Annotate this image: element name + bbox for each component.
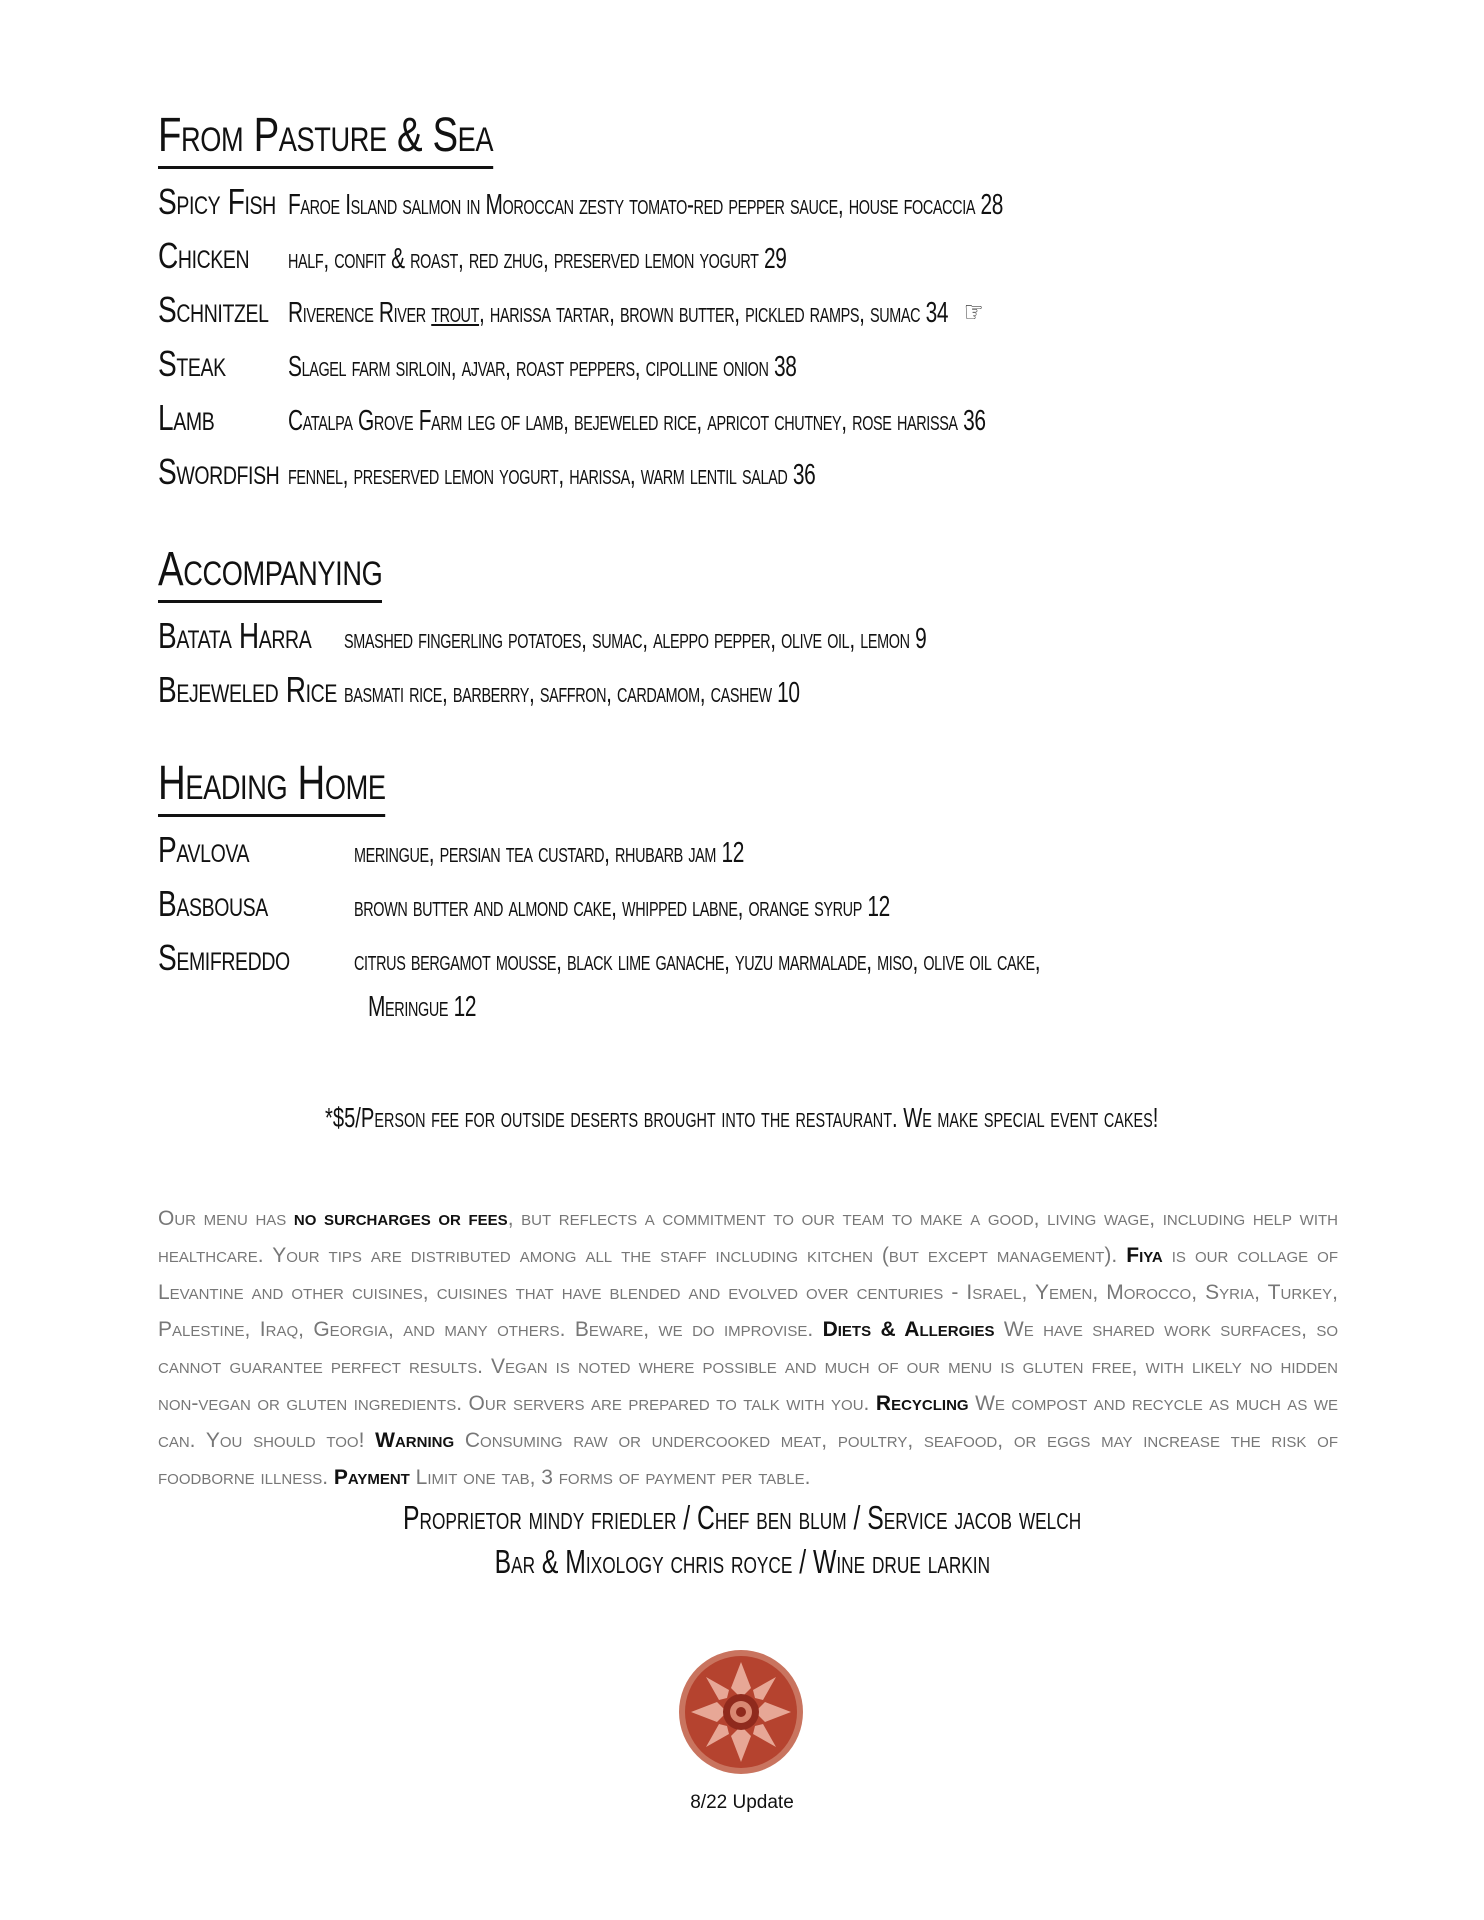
section-title-pasture: From Pasture & Sea xyxy=(158,108,493,169)
menu-item xyxy=(158,397,1338,451)
fine-print-text: , but reflects a commitment to our team to make a good, living wage, including help with healthcare. Your tips are distributed among all the staff including kitchen (but except management). xyxy=(158,1207,1338,1267)
item-desc: brown butter and almond cake, whipped labne, orange syrup 12 xyxy=(354,891,890,923)
item-desc-pre: Riverence River xyxy=(288,297,432,329)
fine-print-bold: Warning xyxy=(375,1429,455,1452)
item-name: Lamb xyxy=(158,397,215,438)
item-name: Batata Harra xyxy=(158,615,312,656)
update-label: 8/22 Update xyxy=(690,1792,794,1813)
item-name: Schnitzel xyxy=(158,289,269,330)
dessert-items xyxy=(158,829,1338,1037)
credits-line-2: Bar & Mixology chris royce / Wine drue larkin xyxy=(494,1543,990,1580)
menu-item xyxy=(158,829,1338,883)
credits-line-1: Proprietor mindy friedler / Chef ben blum / Service jacob welch xyxy=(402,1499,1082,1536)
item-desc: Slagel farm sirloin, ajvar, roast peppers, cipolline onion 38 xyxy=(288,351,797,383)
menu-item xyxy=(158,669,1338,723)
fine-print-text: We have shared work surfaces, so cannot guarantee perfect results. Vegan is noted where possible and much of our menu is gluten free, with likely no hidden non-vegan or gluten ingredients. Our servers are prepared to talk with you. xyxy=(158,1318,1338,1415)
accompanying-items xyxy=(158,615,1338,723)
section-pasture xyxy=(158,108,1338,505)
item-desc: citrus bergamot mousse, black lime ganache, yuzu marmalade, miso, olive oil cake, xyxy=(354,945,1041,977)
menu-item xyxy=(158,289,1338,343)
fine-print-text: We compost and recycle as much as we can. You should too! xyxy=(158,1392,1338,1452)
fine-print-bold: Payment xyxy=(333,1466,410,1489)
outside-dessert-note xyxy=(0,1102,1484,1134)
item-name: Basbousa xyxy=(158,883,268,924)
section-title-heading-home: Heading Home xyxy=(158,756,386,817)
fine-print-bold: Recycling xyxy=(875,1392,969,1415)
menu-item xyxy=(158,451,1338,505)
item-desc xyxy=(288,295,983,330)
fine-print-bold: Fiya xyxy=(1126,1244,1163,1267)
pointing-hand-icon: ☞ xyxy=(963,296,983,329)
item-name: Chicken xyxy=(158,235,250,276)
menu-item-continuation xyxy=(158,991,1338,1037)
item-name: Bejeweled Rice xyxy=(158,669,337,710)
item-desc: meringue, persian tea custard, rhubarb jam 12 xyxy=(354,837,745,869)
menu-item xyxy=(158,181,1338,235)
menu-item xyxy=(158,937,1338,991)
fine-print-bold: no surcharges or fees xyxy=(293,1207,508,1230)
menu-item xyxy=(158,883,1338,937)
fine-print-text: Consuming raw or undercooked meat, poultry, seafood, or eggs may increase the risk of foodborne illness. xyxy=(158,1429,1338,1489)
section-heading-home xyxy=(158,756,1338,1037)
fine-print-text: Our menu has xyxy=(158,1207,294,1230)
pasture-items xyxy=(158,181,1338,505)
menu-item xyxy=(158,615,1338,669)
item-desc-post: , harissa tartar, brown butter, pickled ramps, sumac 34 xyxy=(479,297,949,329)
item-name: Swordfish xyxy=(158,451,280,492)
item-desc: Faroe Island salmon in Moroccan zesty tomato-red pepper sauce, house focaccia 28 xyxy=(288,189,1004,221)
section-accompanying xyxy=(158,542,1338,723)
item-desc: Catalpa Grove Farm leg of lamb, bejeweled rice, apricot chutney, rose harissa 36 xyxy=(288,405,986,437)
item-name: Semifreddo xyxy=(158,937,290,978)
fine-print-text: is our collage of Levantine and other cuisines, cuisines that have blended and evolved over centuries - Israel, Yemen, Morocco, Syria, Turkey, Palestine, Iraq, Georgia, and many others. Beware, we do improvise. xyxy=(158,1244,1338,1341)
item-desc: fennel, preserved lemon yogurt, harissa, warm lentil salad 36 xyxy=(288,459,816,491)
item-desc: Meringue 12 xyxy=(368,991,477,1023)
item-desc: half, confit & roast, red zhug, preserved lemon yogurt 29 xyxy=(288,243,787,275)
item-name: Pavlova xyxy=(158,829,250,870)
fine-print-text: Limit one tab, 3 forms of payment per table. xyxy=(409,1466,811,1489)
mandala-logo-icon xyxy=(677,1648,805,1776)
outside-dessert-note-text: *$5/Person fee for outside deserts brought into the restaurant. We make special event cakes! xyxy=(325,1102,1159,1133)
section-title-accompanying: Accompanying xyxy=(158,542,382,603)
fine-print-bold: Diets & Allergies xyxy=(822,1318,995,1341)
item-name: Steak xyxy=(158,343,226,384)
item-name: Spicy Fish xyxy=(158,181,276,222)
item-desc-underlined: trout xyxy=(431,297,480,329)
staff-credits xyxy=(0,1496,1484,1584)
menu-item xyxy=(158,343,1338,397)
item-desc: smashed fingerling potatoes, sumac, aleppo pepper, olive oil, lemon 9 xyxy=(344,623,927,655)
menu-item xyxy=(158,235,1338,289)
item-desc: basmati rice, barberry, saffron, cardamom, cashew 10 xyxy=(344,677,800,709)
fine-print xyxy=(158,1200,1338,1496)
